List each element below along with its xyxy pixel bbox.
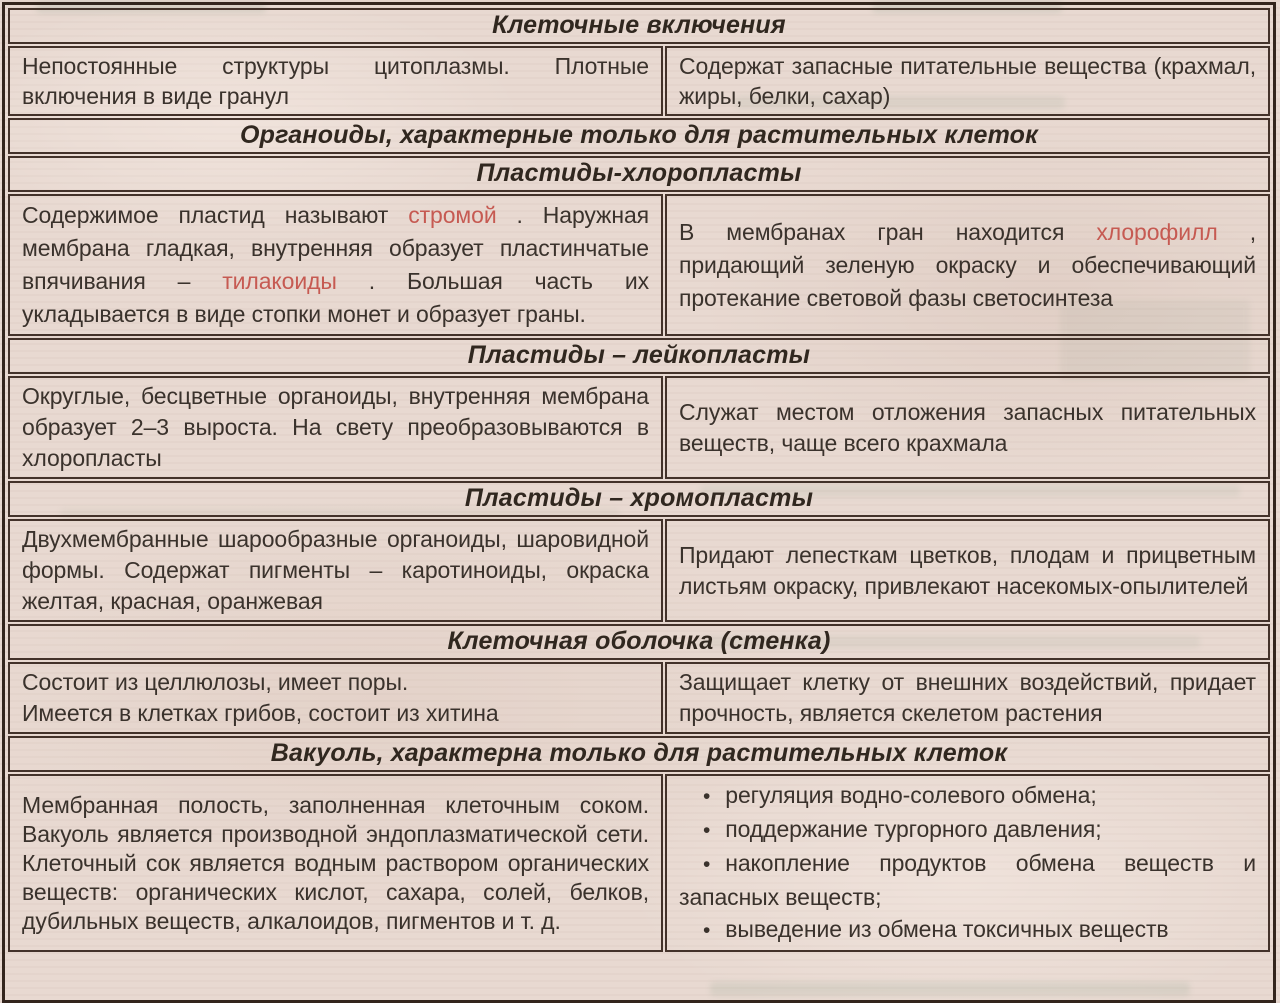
cell-inclusions-structure-text: Непостоянные структуры цитоплазмы. Плотные включения в виде гранул <box>22 53 649 109</box>
section-header-chloroplasts: Пластиды-хлоропласты <box>8 156 1270 192</box>
section-header-leucoplasts: Пластиды – лейкопласты <box>8 338 1270 374</box>
section-header-chromoplasts: Пластиды – хромопласты <box>8 481 1270 517</box>
highlight-term-chlorophyll: хлорофилл <box>1096 218 1218 245</box>
bullet-dot-icon: • <box>703 819 711 842</box>
cell-chromoplasts-function <box>665 519 1270 622</box>
vacuole-function-bullet-list <box>679 779 1256 947</box>
cell-chromoplasts-function-text: Придают лепесткам цветков, плодам и прицветным листьям окраску, привлекают насекомых-опылителей <box>679 541 1256 599</box>
bullet-item <box>679 813 1256 847</box>
cell-chromoplasts-structure <box>8 519 663 622</box>
cell-chloroplasts-function-text <box>679 216 1256 315</box>
cell-wall-function <box>665 662 1270 734</box>
cell-vacuole-structure <box>8 774 663 952</box>
text-segment: Содержимое пластид называют <box>22 202 409 228</box>
cell-leucoplasts-structure <box>8 376 663 479</box>
table-frame <box>2 2 1276 1003</box>
section-header-cell-inclusions: Клеточные включения <box>8 8 1270 44</box>
row-vacuole <box>8 774 1270 952</box>
bullet-text: поддержание тургорного давления; <box>725 816 1102 842</box>
cell-wall-structure <box>8 662 663 734</box>
cell-wall-structure-line2: Имеется в клетках грибов, состоит из хитина <box>22 700 499 726</box>
row-chromoplasts <box>8 519 1270 622</box>
bullet-item <box>679 913 1256 947</box>
text-segment: , придающий зеленую окраску и обеспечивающий протекание световой фазы светосинтеза <box>679 218 1256 311</box>
cell-inclusions-function-text: Содержат запасные питательные вещества (крахмал, жиры, белки, сахар) <box>679 53 1256 109</box>
cell-inclusions-structure <box>8 46 663 116</box>
text-segment: В мембранах гран находится <box>679 218 1097 245</box>
cell-wall-structure-line1: Состоит из целлюлозы, имеет поры. <box>22 669 409 695</box>
section-header-vacuole: Вакуоль, характерна только для растительных клеток <box>8 736 1270 772</box>
cell-vacuole-function <box>665 774 1270 952</box>
bullet-item <box>679 779 1256 813</box>
row-leucoplasts <box>8 376 1270 479</box>
bullet-dot-icon: • <box>703 785 711 808</box>
text-segment: . Наружная мембрана гладкая, внутренняя образует пластинчатые впячивания – <box>22 202 649 294</box>
text-segment: . Большая часть их укладывается в виде стопки монет и образует граны. <box>22 268 649 327</box>
cell-leucoplasts-function-text: Служат местом отложения запасных питательных веществ, чаще всего крахмала <box>679 398 1256 456</box>
cell-chloroplasts-function <box>665 194 1270 336</box>
bullet-text: регуляция водно-солевого обмена; <box>725 782 1097 808</box>
bullet-text: выведение из обмена токсичных веществ <box>725 916 1169 942</box>
bullet-item <box>679 847 1256 913</box>
cell-vacuole-structure-text: Мембранная полость, заполненная клеточным соком. Вакуоль является производной эндоплазматической сети. Клеточный сок является водным раствором органических веществ: органических кислот, сахара, солей, белков, дубильных веществ, алкалоидов, пигментов и т. д. <box>22 791 649 934</box>
cell-chloroplasts-structure <box>8 194 663 336</box>
row-chloroplasts <box>8 194 1270 336</box>
cell-chromoplasts-structure-text: Двухмембранные шарообразные органоиды, шаровидной формы. Содержат пигменты – каротиноиды, окраска желтая, красная, оранжевая <box>22 526 649 614</box>
highlight-term-stroma: стромой <box>408 202 497 228</box>
cell-wall-function-text: Защищает клетку от внешних воздействий, придает прочность, является скелетом растения <box>679 669 1256 726</box>
row-cell-inclusions <box>8 46 1270 116</box>
bullet-dot-icon: • <box>703 853 711 876</box>
section-header-plant-organoids: Органоиды, характерные только для растительных клеток <box>8 118 1270 154</box>
bullet-text: накопление продуктов обмена веществ и запасных веществ; <box>679 850 1256 910</box>
cell-inclusions-function <box>665 46 1270 116</box>
cell-leucoplasts-function <box>665 376 1270 479</box>
cell-leucoplasts-structure-text: Округлые, бесцветные органоиды, внутренняя мембрана образует 2–3 выроста. На свету преобразовываются в хлоропласты <box>22 383 649 471</box>
bullet-dot-icon: • <box>703 919 711 942</box>
cell-chloroplasts-structure-text <box>22 199 649 331</box>
section-header-cell-wall: Клеточная оболочка (стенка) <box>8 624 1270 660</box>
row-cell-wall <box>8 662 1270 734</box>
highlight-term-thylakoids: тилакоиды <box>222 268 337 294</box>
